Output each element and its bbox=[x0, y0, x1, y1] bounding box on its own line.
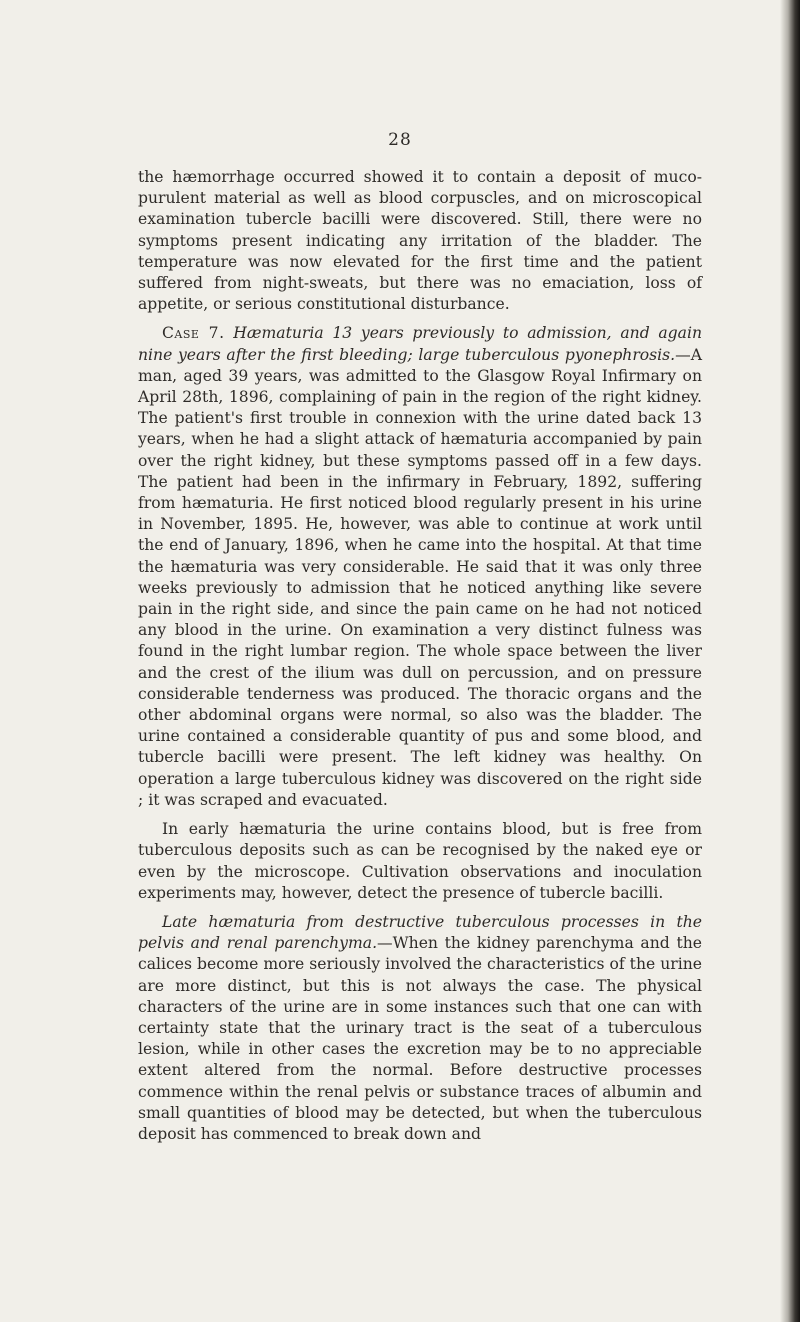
paragraph-early-haematuria: In early hæmaturia the urine contains blood, but is free from tuberculous deposits such as can be recognised by the naked eye or even by the microscope. Cultivation observations and inoculation experiments may, however, detect the presence of tubercle bacilli. bbox=[138, 820, 702, 902]
case-label: Case 7. bbox=[162, 324, 225, 343]
page-edge-shadow bbox=[780, 0, 800, 1322]
case-title: Hæmaturia 13 years previously to admission, and again nine years after the first bleeding; large tuberculous pyonephrosis. bbox=[138, 324, 702, 364]
body-text bbox=[138, 167, 702, 1153]
paragraph-late-haematuria bbox=[138, 912, 702, 1145]
page-number: 28 bbox=[388, 130, 412, 150]
paragraph-1: the hæmorrhage occurred showed it to contain a deposit of muco-purulent material as well as blood corpuscles, and on microscopical examination tubercle bacilli were discovered. Still, there were no symptoms present indicating any irritation of the bladder. The temperature was now elevated for the first time and the patient suffered from night-sweats, but there was no emaciation, loss of appetite, or serious constitutional disturbance. bbox=[138, 168, 702, 314]
paragraph-case-7 bbox=[138, 323, 702, 811]
case-body: —A man, aged 39 years, was admitted to the Glasgow Royal Infirmary on April 28th, 1896, complaining of pain in the region of the right kidney. The patient's first trouble in connexion with the urine dated back 13 years, when he had a slight attack of hæmaturia accompanied by pain over the right kidney, but these symptoms passed off in a few days. The patient had been in the infirmary in February, 1892, suffering from hæmaturia. He first noticed blood regularly present in his urine in November, 1895. He, however, was able to continue at work until the end of January, 1896, when he came into the hospital. At that time the hæmaturia was very considerable. He said that it was only three weeks previously to admission that he noticed anything like severe pain in the right side, and since the pain came on he had not noticed any blood in the urine. On examination a very distinct fulness was found in the right lumbar region. The whole space between the liver and the crest of the ilium was dull on percussion, and on pressure considerable tenderness was produced. The thoracic organs and the other abdominal organs were normal, so also was the bladder. The urine contained a considerable quantity of pus and some blood, and tubercle bacilli were present. The left kidney was healthy. On operation a large tuberculous kidney was discovered on the right side ; it was scraped and evacuated. bbox=[138, 345, 702, 809]
section-body: —When the kidney parenchyma and the calices become more seriously involved the characteristics of the urine are more distinct, but this is not always the case. The physical characters of the urine are in some instances such that one can with certainty state that the urinary tract is the seat of a tuberculous lesion, while in other cases the excretion may be to no appreciable extent altered from the normal. Before destructive processes commence within the renal pelvis or substance traces of albumin and small quantities of blood may be detected, but when the tuberculous deposit has commenced to break down and bbox=[138, 934, 702, 1143]
section-title: Late hæmaturia from destructive tuberculous processes in the pelvis and renal parenchyma. bbox=[138, 912, 702, 953]
